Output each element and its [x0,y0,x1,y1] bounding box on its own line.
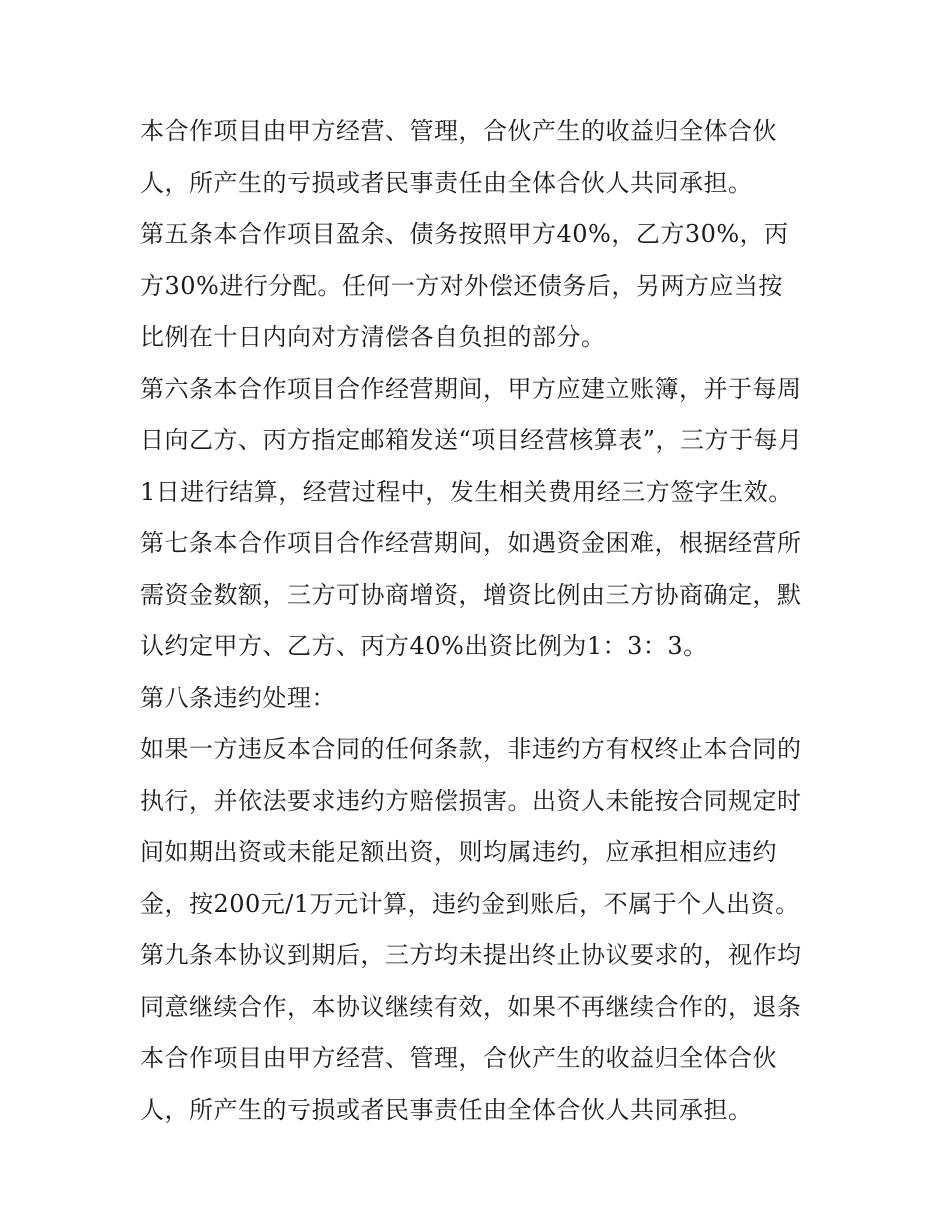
text-line: 人，所产生的亏损或者民事责任由全体合伙人共同承担。 [140,168,753,197]
text-line: 日向乙方、丙方指定邮箱发送“项目经营核算表”，三方于每月 [140,426,803,454]
text-line: 第八条违约处理： [140,683,336,712]
text-line: 金，按200元/1万元计算，违约金到账后，不属于个人出资。 [140,889,800,918]
text-line: 第九条本协议到期后，三方均未提出终止协议要求的，视作均 [140,941,802,969]
text-line: 同意继续合作，本协议继续有效，如果不再继续合作的，退条 [140,992,802,1021]
text-line: 认约定甲方、乙方、丙方40%出资比例为1：3：3。 [140,632,708,660]
text-line: 第六条本合作项目合作经营期间，甲方应建立账簿，并于每周 [140,374,802,403]
text-line: 执行，并依法要求违约方赔偿损害。出资人未能按合同规定时 [140,786,802,815]
text-line: 比例在十日内向对方清偿各自负担的部分。 [140,323,606,351]
text-line: 人，所产生的亏损或者民事责任由全体合伙人共同承担。 [140,1095,753,1124]
document-body [140,106,830,1136]
text-line: 需资金数额，三方可协商增资，增资比例由三方协商确定，默 [140,580,802,609]
text-line: 方30%进行分配。任何一方对外偿还债务后，另两方应当按 [140,271,783,300]
text-line: 第七条本合作项目合作经营期间，如遇资金困难，根据经营所 [140,529,802,557]
text-line: 间如期出资或未能足额出资，则均属违约，应承担相应违约 [140,838,777,866]
text-line: 如果一方违反本合同的任何条款，非违约方有权终止本合同的 [140,735,802,763]
text-line: 1日进行结算，经营过程中，发生相关费用经三方签字生效。 [140,477,793,506]
text-line: 本合作项目由甲方经营、管理，合伙产生的收益归全体合伙 [140,117,777,145]
text-line: 本合作项目由甲方经营、管理，合伙产生的收益归全体合伙 [140,1044,777,1072]
text-line: 第五条本合作项目盈余、债务按照甲方40%，乙方30%，丙 [140,220,789,248]
